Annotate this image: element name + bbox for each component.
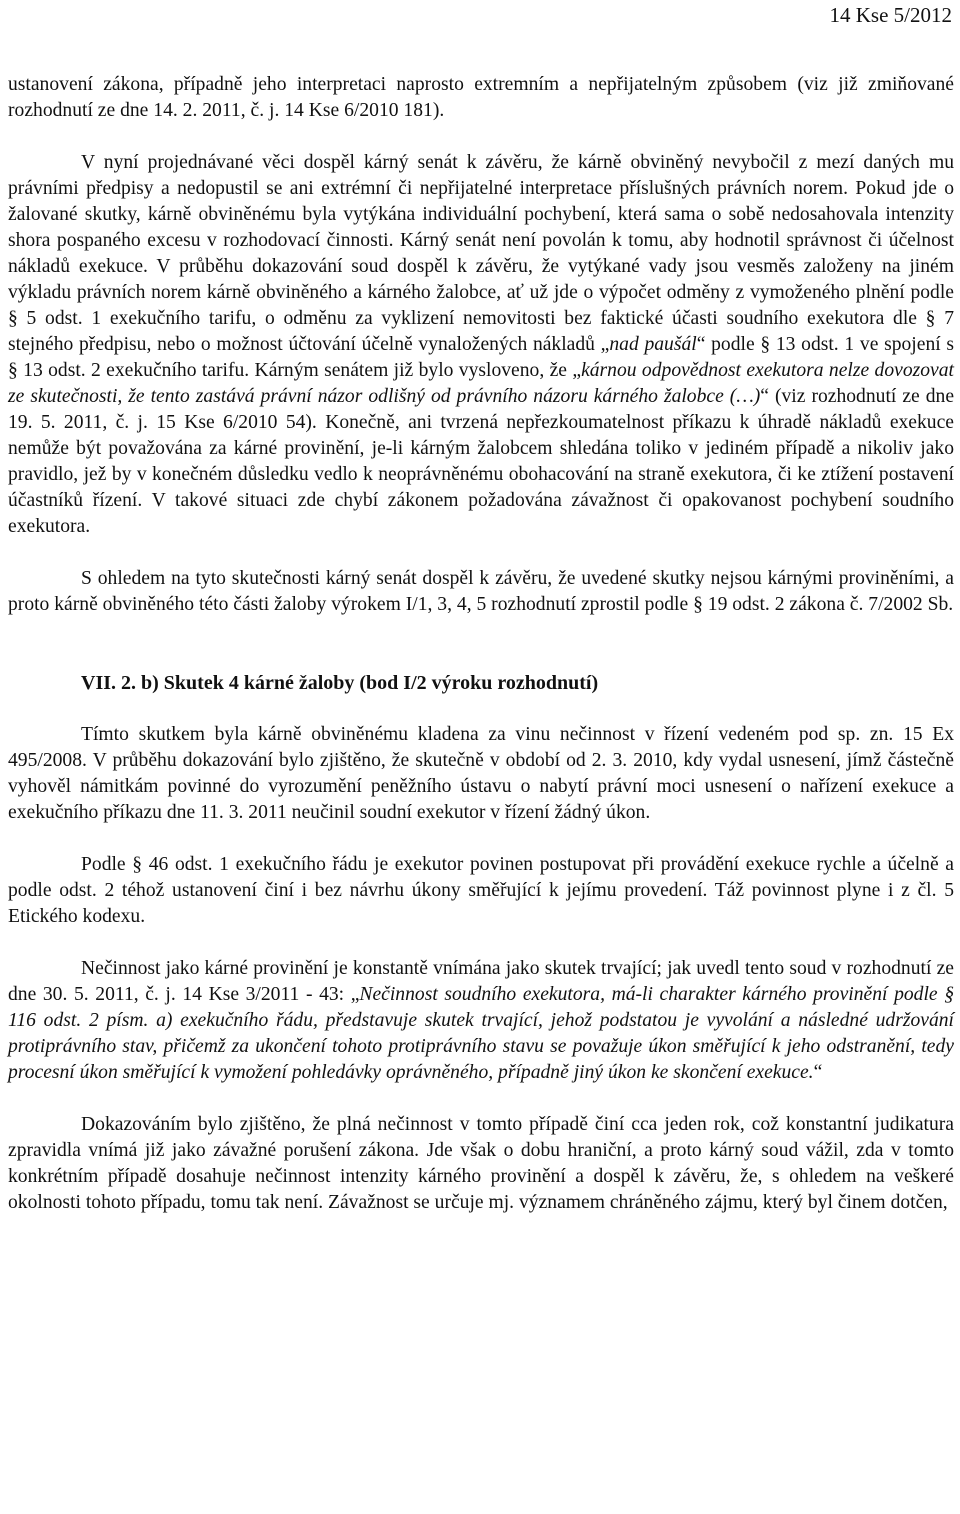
text-run: “ <box>813 1062 823 1083</box>
page-number: 14 Kse 5/2012 <box>829 3 952 27</box>
section-heading: VII. 2. b) Skutek 4 kárné žaloby (bod I/2 výroku rozhodnutí) <box>81 672 599 694</box>
paragraph-reasoning <box>8 150 954 540</box>
italic-quote: nad paušál <box>609 334 697 355</box>
document-body <box>8 72 954 1216</box>
text-run: “ podle § 13 odst. 1 ve spojení s § 13 odst. 2 exekučního tarifu. Kárným senátem již bylo vysloveno, že „ <box>8 334 955 381</box>
italic-quote: Nečinnost soudního exekutora, má-li charakter kárného provinění podle § 116 odst. 2 písm. a) exekučního řádu, představuje skutek trvající, jehož podstatou je vyvolání a následné udržování protiprávního stav, přičemž za ukončení tohoto protiprávního stavu se považuje úkon směřující k jeho odstranění, tedy procesní úkon směřující k vymožení pohledávky oprávněného, případně jiný úkon ke skončení exekuce. <box>8 984 954 1083</box>
italic-quote: kárnou odpovědnost exekutora nelze dovozovat ze skutečnosti, že tento zastává právní názor odlišný od právního názoru kárného žalobce (…) <box>8 360 954 407</box>
text-run: V nyní projednávané věci dospěl kárný senát k závěru, že kárně obviněný nevybočil z mezí daných mu právními předpisy a nedopustil se ani extrémní či nepřijatelné interpretace příslušných právních norem. Pokud jde o žalované skutky, kárně obviněnému byla vytýkána individuální pochybení, která sama o sobě nedosahovala intenzity shora pospaného excesu v rozhodovací činnosti. Kárný senát není povolán k tomu, aby hodnotil správnost či účelnost nákladů exekuce. V průběhu dokazování soud dospěl k závěru, že vytýkané vady jsou vesměs založeny na jiném výkladu právních norem kárně obviněného a kárného žalobce, ať už jde o výpočet odměny z vymoženého plnění podle § 5 odst. 1 exekučního tarifu, o odměnu za vyklizení nemovitosti bez faktické účasti soudního exekutora dle § 7 stejného předpisu, nebo o možnost účtování účelně vynaložených nákladů „ <box>8 152 954 355</box>
text-run: Nečinnost jako kárné provinění je konstantě vnímána jako skutek trvající; jak uvedl tento soud v rozhodnutí ze dne 30. 5. 2011, č. j. 14 Kse 3/2011 - 43: „ <box>8 958 954 1005</box>
paragraph-continuation: ustanovení zákona, případně jeho interpretaci naprosto extremním a nepřijatelným způsobem (viz již zmiňované rozhodnutí ze dne 14. 2. 2011, č. j. 14 Kse 6/2010 181). <box>8 74 954 121</box>
text-run: “ (viz rozhodnutí ze dne 19. 5. 2011, č. j. 15 Kse 6/2010 54). Konečně, ani tvrzená nepřezkoumatelnost příkazu k úhradě nákladů exekuce nemůže být považována za kárné provinění, je-li kárným žalobcem shledána toliko v jediném případě a nikoliv jako pravidlo, jež by v konečném důsledku vedlo k neoprávněnému obohacování na straně exekutora, či ke ztížení postavení účastníků řízení. V takové situaci zde chybí zákonem požadována závažnost či opakovanost pochybení soudního exekutora. <box>8 386 955 537</box>
paragraph-law: Podle § 46 odst. 1 exekučního řádu je exekutor povinen postupovat při provádění exekuce rychle a účelně a podle odst. 2 téhož ustanovení činí i bez návrhu úkony směřující k jejímu provedení. Táž povinnost plyne i z čl. 5 Etického kodexu. <box>8 854 954 927</box>
paragraph-evaluation: Dokazováním bylo zjištěno, že plná nečinnost v tomto případě činí cca jeden rok, což konstantní judikatura zpravidla vnímá již jako závažné porušení zákona. Jde však o dobu hraniční, a proto kárný soud vážil, zda v tomto konkrétním případě dosahuje nečinnost intenzity kárného provinění a dospěl k závěru, že, s ohledem na veškeré okolnosti tohoto případu, tomu tak není. Závažnost se určuje mj. významem chráněného zájmu, který byl činem dotčen, <box>8 1114 954 1213</box>
paragraph-precedent <box>8 956 954 1086</box>
paragraph-conclusion: S ohledem na tyto skutečnosti kárný senát dospěl k závěru, že uvedené skutky nejsou kárnými proviněními, a proto kárně obviněného této části žaloby výrokem I/1, 3, 4, 5 rozhodnutí zprostil podle § 19 odst. 2 zákona č. 7/2002 Sb. <box>8 568 954 615</box>
paragraph-facts: Tímto skutkem byla kárně obviněnému kladena za vinu nečinnost v řízení vedeném pod sp. zn. 15 Ex 495/2008. V průběhu dokazování bylo zjištěno, že skutečně v období od 2. 3. 2010, kdy vydal usnesení, jímž částečně vyhověl námitkám povinné do vyrozumění peněžního ústavu o nabytí právní moci usnesení o nařízení exekuce a exekučního příkazu dne 11. 3. 2011 neučinil soudní exekutor v řízení žádný úkon. <box>8 724 954 823</box>
